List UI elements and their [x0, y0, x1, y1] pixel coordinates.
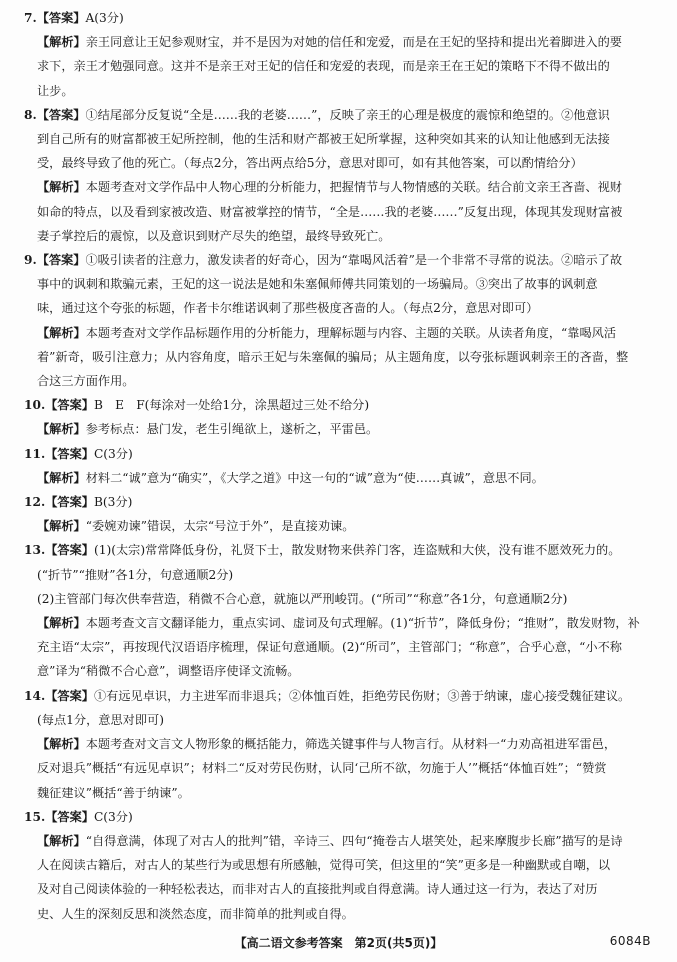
analysis-line: 合这三方面作用。 — [37, 374, 135, 389]
question-15 — [24, 805, 654, 926]
answer-tag: 【答案】 — [45, 688, 94, 703]
question-number: 14. — [24, 688, 46, 703]
answer-text: B E F(每涂对一处给1分，涂黑超过三处不给分) — [93, 398, 370, 413]
question-9 — [24, 248, 654, 393]
answer-tag: 【答案】 — [45, 398, 94, 413]
question-14 — [24, 684, 654, 805]
answer-line: 事中的讽刺和欺骗元素，王妃的这一说法是她和朱塞佩师傅共同策划的一场骗局。③突出了故事的讽刺意 — [37, 277, 598, 292]
analysis-line: 本题考查对文学作品中人物心理的分析能力，把握情节与人物情感的关联。结合前文亲王吝啬、视财 — [85, 180, 622, 195]
answer-line: 到自己所有的财富都被王妃所控制，他的生活和财产都被王妃所掌握，这种突如其来的认知让他感到无法接 — [37, 132, 610, 147]
analysis-line: 魏征建议”概括“善于纳谏”。 — [37, 785, 190, 800]
analysis-line: 着”新奇，吸引注意力；从内容角度，暗示王妃与朱塞佩的骗局；从主题角度，以夸张标题讽刺亲王的吝啬，整 — [37, 349, 629, 364]
answer-content — [24, 6, 654, 926]
page-footer — [0, 934, 677, 956]
answer-line: (每点1分，意思对即可) — [37, 712, 164, 727]
answer-tag: 【答案】 — [36, 11, 86, 25]
question-number: 8. — [24, 107, 37, 122]
answer-text: A(3分) — [85, 11, 124, 25]
analysis-tag: 【解析】 — [37, 35, 86, 50]
question-number: 10. — [24, 398, 46, 413]
question-7 — [24, 6, 654, 103]
analysis-tag: 【解析】 — [37, 737, 86, 752]
question-8 — [24, 103, 654, 248]
question-number: 11. — [24, 446, 46, 461]
question-number: 7. — [24, 11, 37, 25]
analysis-tag: 【解析】 — [37, 833, 86, 848]
answer-tag: 【答案】 — [45, 495, 94, 510]
answer-line: (1)(太宗)常常降低身份，礼贤下士，散发财物来供养门客，连盗贼和大侠，没有谁不愿效死力的。 — [93, 543, 621, 558]
analysis-line: 如命的特点，以及看到家被改造、财富被掌控的情节，“全是……我的老婆……”反复出现，体现其发现财富被 — [37, 204, 623, 219]
analysis-line: 本题考查对文言文人物形象的概括能力，筛选关键事件与人物言行。从材料一“力劝高祖进军雷邑， — [85, 737, 617, 752]
answer-tag: 【答案】 — [36, 253, 86, 268]
analysis-line: 反对退兵”概括“有远见卓识”；材料二“反对劳民伤财，认同‘己所不欲，勿施于人’”概括“体恤百姓”；“赞赏 — [37, 761, 607, 776]
analysis-tag: 【解析】 — [37, 422, 86, 437]
question-number: 13. — [24, 543, 46, 558]
analysis-line: 意”译为“稍微不合心意”，调整语序使译文流畅。 — [37, 664, 300, 679]
answer-line: ①吸引读者的注意力，激发读者的好奇心，因为“靠喝风活着”是一个非常不寻常的说法。②暗示了故 — [85, 253, 623, 268]
answer-line: ①有远见卓识，力主进军而非退兵；②体恤百姓，拒绝劳民伤财；③善于纳谏，虚心接受魏征建议。 — [93, 688, 631, 703]
answer-tag: 【答案】 — [36, 107, 86, 122]
answer-text: C(3分) — [93, 809, 133, 824]
answer-tag: 【答案】 — [45, 809, 94, 824]
analysis-line: 人在阅读古籍后，对古人的某些行为或思想有所感触，觉得可笑，但这里的“笑”更多是一种幽默或自嘲，以 — [37, 858, 611, 873]
answer-tag: 【答案】 — [45, 543, 94, 558]
answer-line: (2)主管部门每次供奉营造，稍微不合心意，就施以严刑峻罚。(“所司”“称意”各1分，句意通顺2分) — [37, 591, 568, 606]
analysis-tag: 【解析】 — [37, 616, 86, 631]
answer-line: 味，通过这个夸张的标题，作者卡尔维诺讽刺了那些极度吝啬的人。（每点2分，意思对即可） — [37, 301, 539, 316]
analysis-tag: 【解析】 — [37, 519, 86, 534]
answer-line: (“折节”“推财”各1分，句意通顺2分) — [37, 567, 234, 582]
analysis-line: 充主语“太宗”，再按现代汉语语序梳理，保证句意通顺。(2)“所司”，主管部门；“称意”，合乎心意，“小不称 — [37, 640, 622, 655]
answer-line: 受，最终导致了他的死亡。（每点2分，答出两点给5分，意思对即可，如有其他答案，可以酌情给分） — [37, 156, 583, 171]
analysis-tag: 【解析】 — [37, 325, 86, 340]
analysis-line: 妻子掌控后的震惊，以及意识到财产尽失的绝望，最终导致死亡。 — [37, 228, 391, 243]
analysis-line: “自得意满，体现了对古人的批判”错，辛诗三、四句“掩卷古人堪笑处，起来摩腹步长廊”描写的是诗 — [85, 833, 623, 848]
answer-tag: 【答案】 — [45, 446, 94, 461]
analysis-line: 及对自己阅读体验的一种轻松表达，而非对古人的直接批判或自得意满。诗人通过这一行为，表达了对历 — [37, 882, 598, 897]
analysis-tag: 【解析】 — [37, 470, 86, 485]
analysis-tag: 【解析】 — [37, 180, 86, 195]
analysis-line: 让步。 — [37, 83, 74, 98]
answer-text: C(3分) — [93, 446, 133, 461]
question-number: 15. — [24, 809, 46, 824]
question-12 — [24, 490, 654, 538]
analysis-line: 本题考查文言文翻译能力，重点实词、虚词及句式理解。(1)“折节”，降低身份；“推财”，散发财物，补 — [85, 616, 640, 631]
analysis-line: 求下，亲王才勉强同意。这并不是亲王对王妃的信任和宠爱的表现，而是亲王在王妃的策略下不得不做出的 — [37, 59, 610, 74]
answer-text: B(3分) — [93, 495, 133, 510]
analysis-line: 本题考查对文学作品标题作用的分析能力，理解标题与内容、主题的关联。从读者角度，“靠喝风活 — [85, 325, 617, 340]
question-number: 12. — [24, 495, 46, 510]
question-10 — [24, 393, 654, 441]
question-13 — [24, 538, 654, 683]
question-number: 9. — [24, 253, 37, 268]
document-code: 6084B — [609, 934, 651, 948]
analysis-text: 材料二“诚”意为“确实”，《大学之道》中这一句的“诚”意为“使……真诚”，意思不同。 — [85, 470, 544, 485]
analysis-text: “委婉劝谏”错误，太宗“号泣于外”，是直接劝谏。 — [85, 519, 355, 534]
analysis-text: 参考标点：悬门发，老生引绳欲上，遂析之，平雷邑。 — [85, 422, 379, 437]
question-11 — [24, 442, 654, 490]
analysis-line: 史、人生的深刻反思和淡然态度，而非简单的批判或自得。 — [37, 906, 354, 921]
footer-title: 【高二语文参考答案 第2页(共5页)】 — [234, 936, 443, 950]
answer-line: ①结尾部分反复说“全是……我的老婆……”，反映了亲王的心理是极度的震惊和绝望的。②他意识 — [85, 107, 610, 122]
analysis-line: 亲王同意让王妃参观财宝，并不是因为对她的信任和宠爱，而是在王妃的坚持和提出光着脚进入的要 — [85, 35, 622, 50]
